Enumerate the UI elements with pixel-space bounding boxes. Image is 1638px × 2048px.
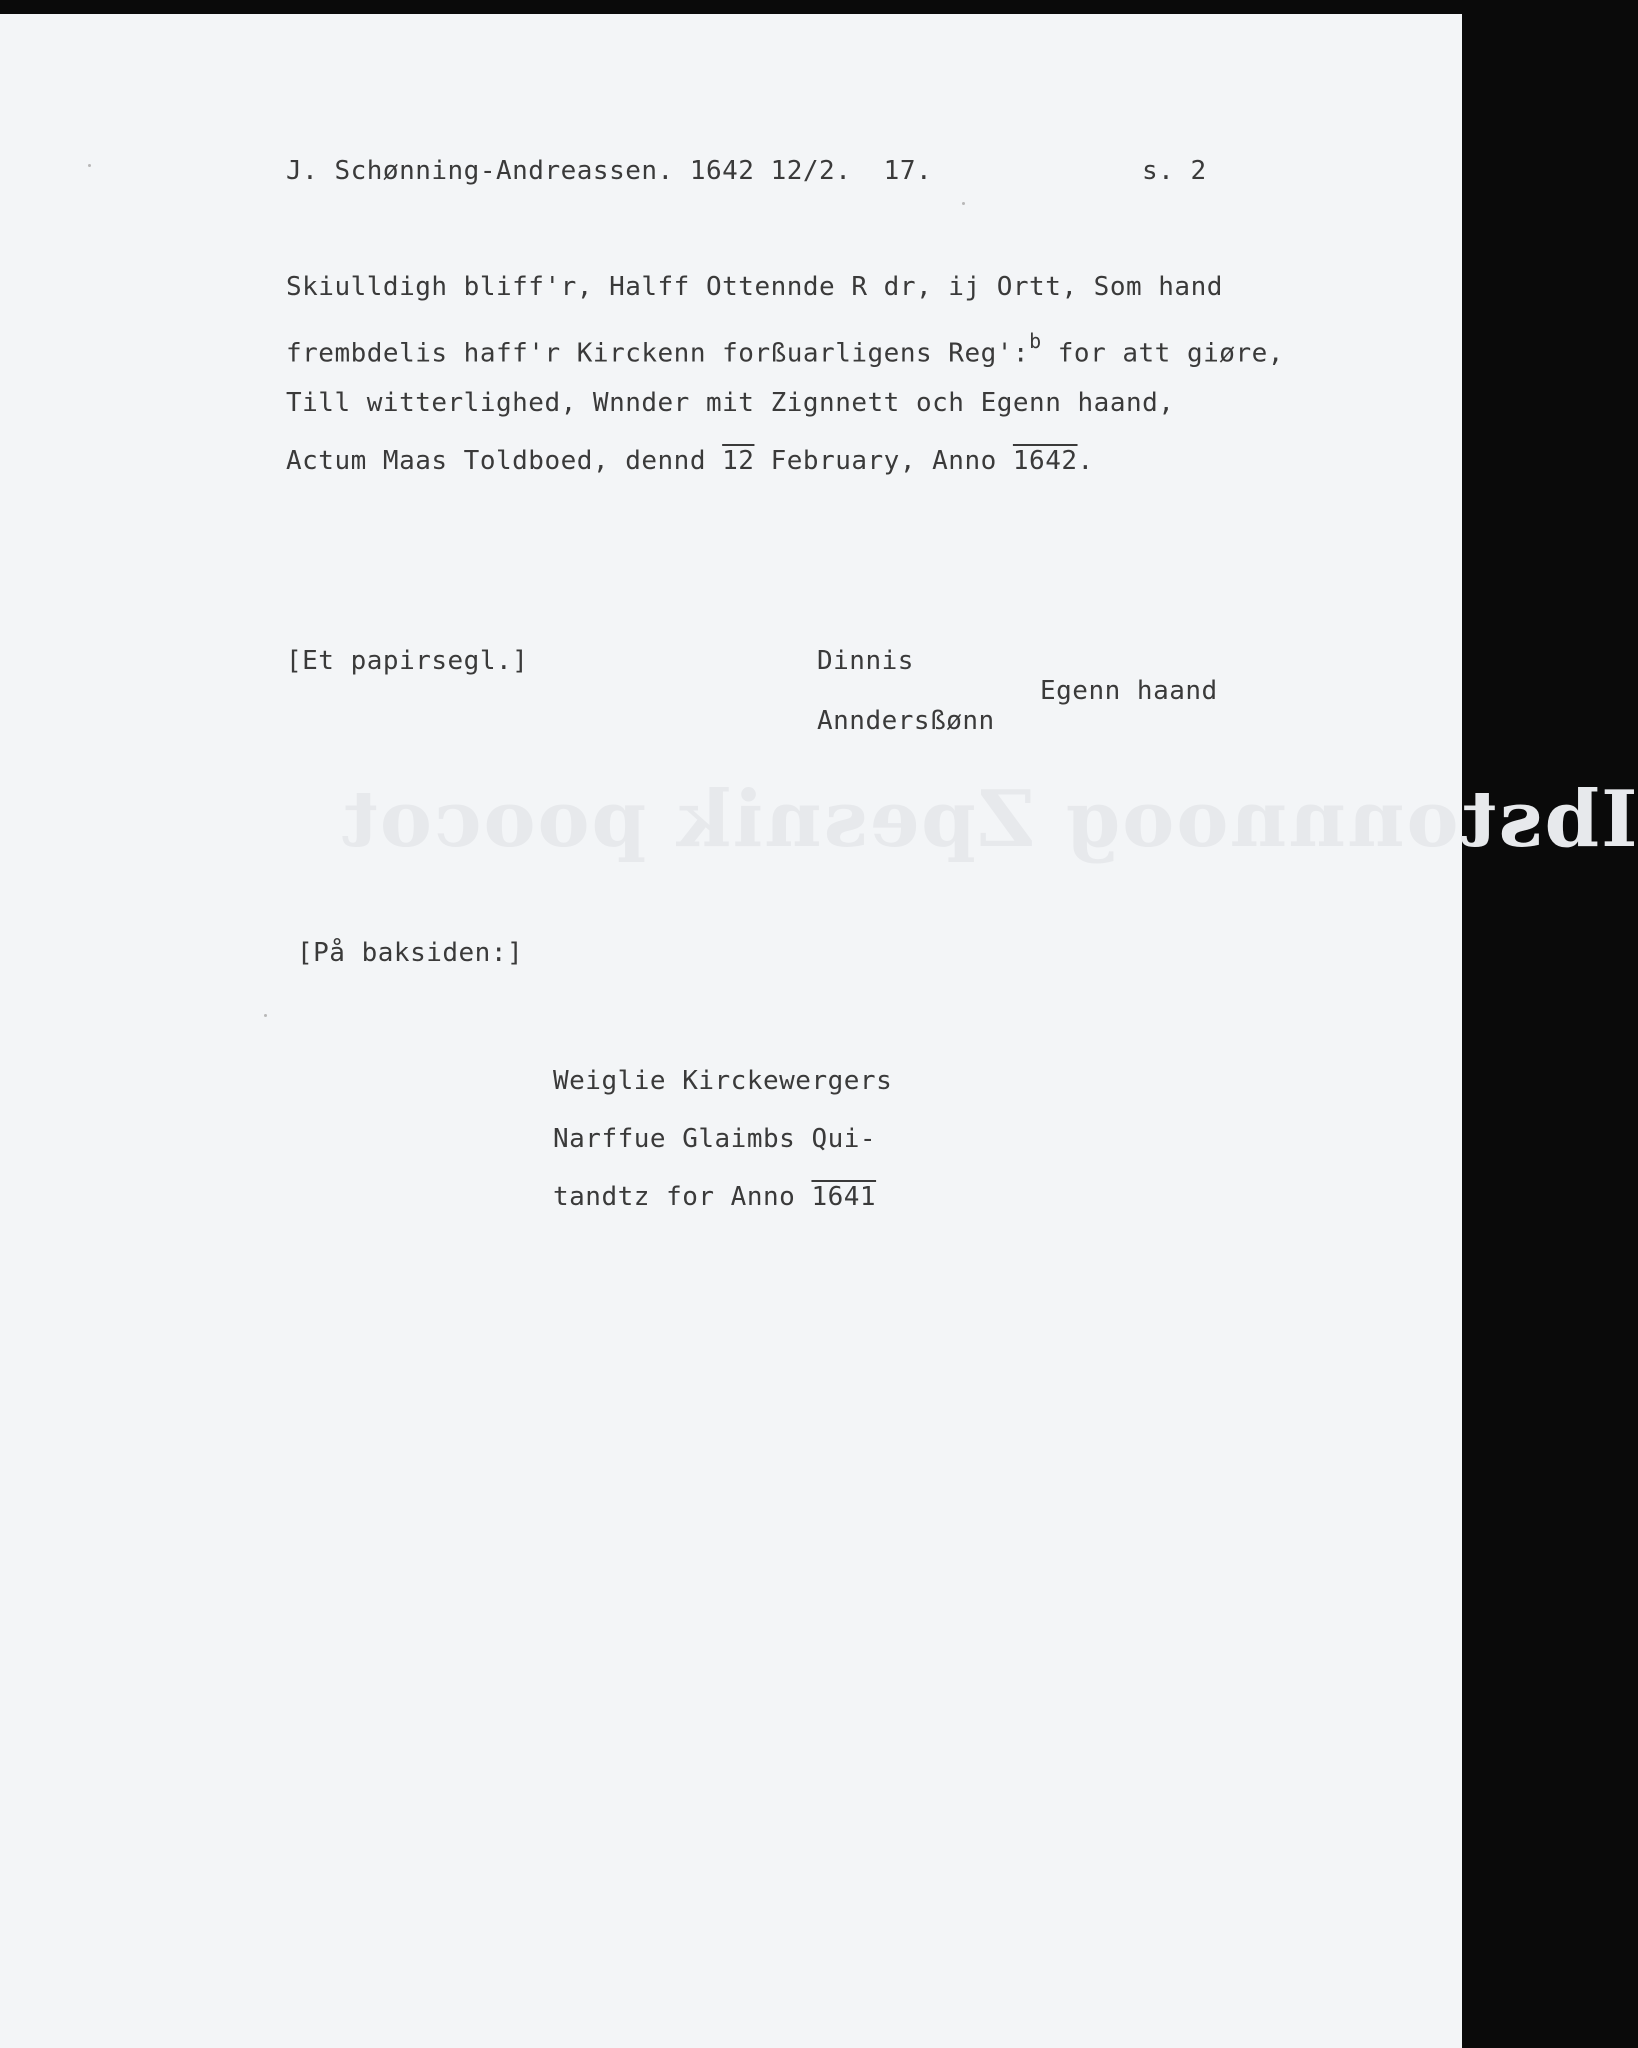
page-number: s. 2 bbox=[1142, 156, 1207, 186]
reverse-line-3: tandtz for Anno 1641 bbox=[553, 1182, 877, 1212]
paper-speck bbox=[264, 1014, 267, 1017]
body-line-3: Till witterlighed, Wnnder mit Zignnett och Egenn haand, bbox=[286, 388, 1175, 418]
reverse-line-1: Weiglie Kirckewergers bbox=[553, 1066, 893, 1096]
body-line-1: Skiulldigh bliff'r, Halff Ottennde R dr, ij Ortt, Som hand bbox=[286, 272, 1223, 302]
signature-surname: Anndersßønn bbox=[817, 706, 995, 736]
signature-note: Egenn haand bbox=[1040, 676, 1218, 706]
body-line-2: frembdelis haff'r Kirckenn forßuarligens Reg':$^b$ for att giøre, bbox=[286, 329, 1284, 369]
date-day: 12 bbox=[722, 446, 755, 476]
reverse-heading: [På baksiden:] bbox=[297, 938, 524, 968]
reverse-line-2: Narffue Glaimbs Qui- bbox=[553, 1124, 877, 1154]
seal-note: [Et papirsegl.] bbox=[286, 646, 529, 676]
signature-first-name: Dinnis bbox=[817, 646, 914, 676]
paper-speck bbox=[88, 164, 91, 167]
paper-speck bbox=[962, 202, 965, 205]
superscript-note: b bbox=[1029, 329, 1042, 353]
reverse-year: 1641 bbox=[811, 1182, 877, 1212]
bleed-through-shadow: Ibstonnnoog Zpesnik poocot bbox=[340, 774, 1638, 865]
body-line-4: Actum Maas Toldboed, dennd 12 February, Anno 1642. bbox=[286, 446, 1094, 476]
header-line: J. Schønning-Andreassen. 1642 12/2. 17. bbox=[286, 156, 933, 186]
document-page bbox=[0, 14, 1638, 2048]
date-year: 1642 bbox=[1012, 446, 1078, 476]
